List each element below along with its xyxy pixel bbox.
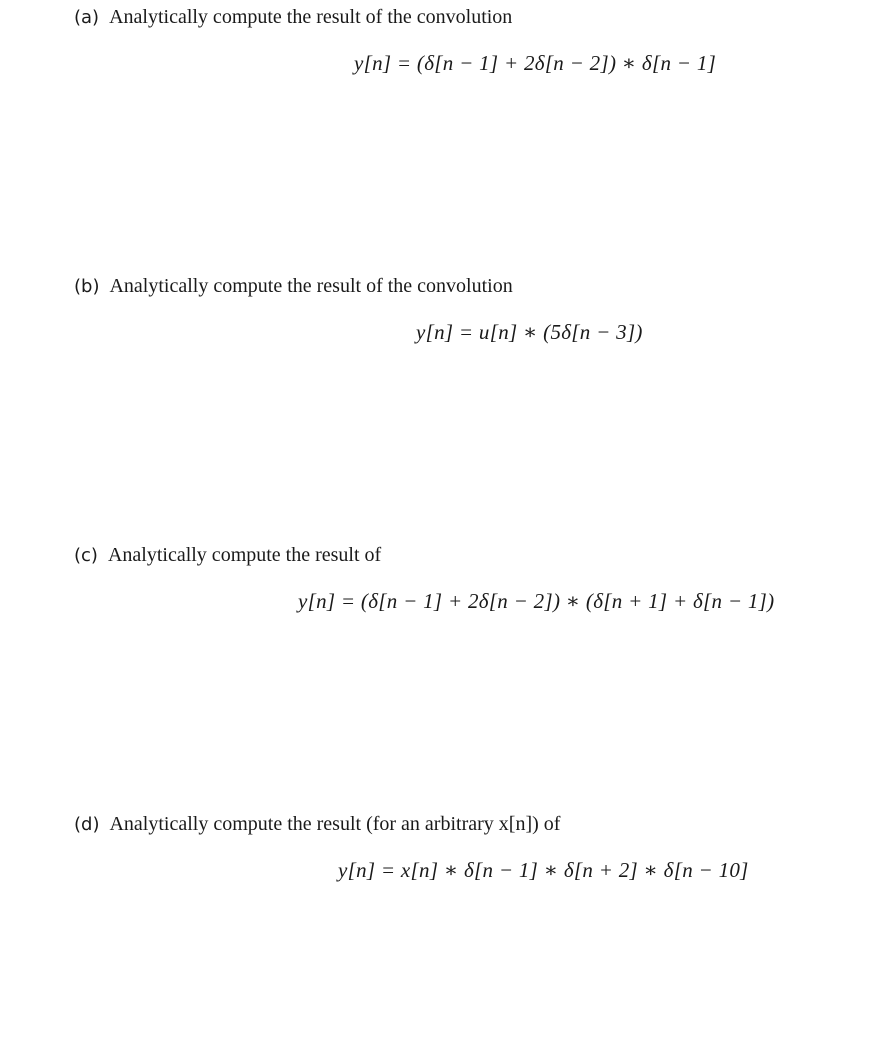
part-label: (b) xyxy=(74,276,100,297)
prompt-text: Analytically compute the result of the convolution xyxy=(109,6,513,28)
problem-prompt xyxy=(74,274,513,299)
equation: y[n] = x[n] ∗ δ[n − 1] ∗ δ[n + 2] ∗ δ[n − 10] xyxy=(338,858,749,882)
part-label: (a) xyxy=(74,7,100,28)
equation: y[n] = (δ[n − 1] + 2δ[n − 2]) ∗ δ[n − 1] xyxy=(354,51,717,75)
equation: y[n] = u[n] ∗ (5δ[n − 3]) xyxy=(416,320,643,344)
problem-prompt xyxy=(74,543,381,568)
problem-prompt xyxy=(74,5,512,30)
equation: y[n] = (δ[n − 1] + 2δ[n − 2]) ∗ (δ[n + 1] + δ[n − 1]) xyxy=(298,589,775,613)
prompt-text: Analytically compute the result (for an arbitrary x[n]) of xyxy=(109,813,561,835)
part-label: (d) xyxy=(74,814,100,835)
problem-prompt xyxy=(74,812,560,837)
prompt-text: Analytically compute the result of the convolution xyxy=(109,275,513,297)
prompt-text: Analytically compute the result of xyxy=(107,544,382,566)
part-label: (c) xyxy=(74,545,98,566)
